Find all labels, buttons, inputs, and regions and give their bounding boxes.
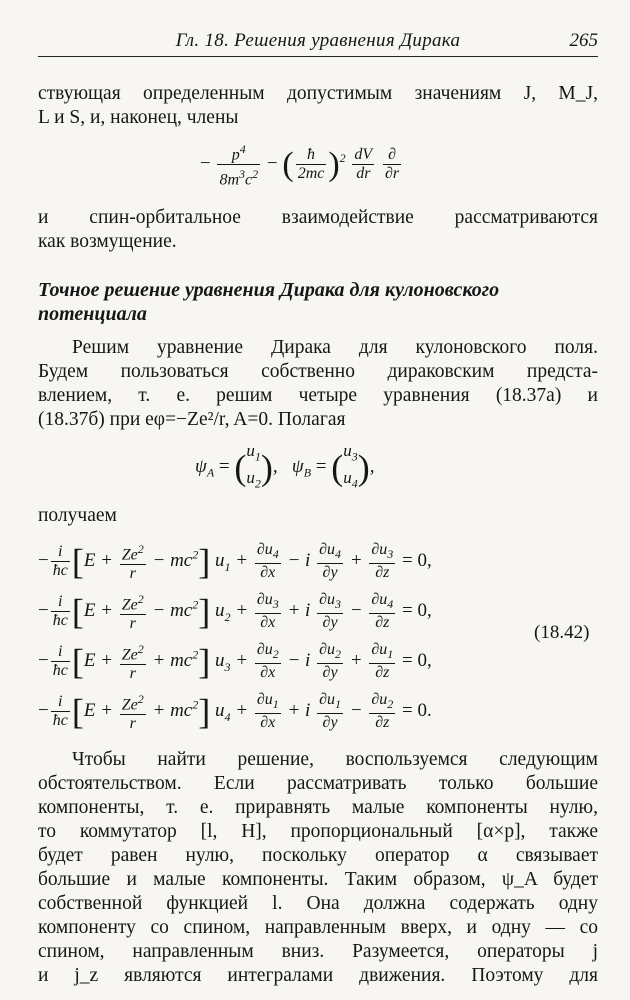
- paragraph-5: [38, 748, 598, 988]
- text-line: компоненту со спином, направленным вверх, и одну — со: [38, 917, 598, 938]
- equation-row-4: − $\frac{i}{ħc}$ [E + $\frac{Ze^2}{r}$ + $mc^2$] $u_4$ + $\frac{\partial u_1}{\partial x}$ + i $\frac{\partial u_1}{\partial y}$ − $\frac{\partial u_2}{\partial z}$ = 0.: [38, 691, 432, 733]
- text-line: Чтобы найти решение, воспользуемся следующим: [72, 749, 598, 770]
- text-line: то коммутатор [l, H], пропорциональный [α×p], также: [38, 821, 598, 842]
- text-line: получаем: [38, 505, 117, 526]
- text-line: Будем пользоваться собственно дираковским предста-: [38, 361, 598, 382]
- text-line: обстоятельством. Если рассматривать только большие: [38, 773, 598, 794]
- equation-row-1: − $\frac{i}{ħc}$ [E + $\frac{Ze^2}{r}$ − $mc^2$] $u_1$ + $\frac{\partial u_4}{\partial x}$ − i $\frac{\partial u_4}{\partial y}$ + $\frac{\partial u_3}{\partial z}$ = 0,: [38, 541, 432, 583]
- paragraph-2: [38, 206, 598, 254]
- header-title: Гл. 18. Решения уравнения Дирака: [175, 30, 461, 51]
- running-header: [38, 30, 598, 57]
- page-number: 265: [569, 30, 598, 51]
- equation-row-3: − $\frac{i}{ħc}$ [E + $\frac{Ze^2}{r}$ + $mc^2$] $u_3$ + $\frac{\partial u_2}{\partial x}$ − i $\frac{\partial u_2}{\partial y}$ + $\frac{\partial u_1}{\partial z}$ = 0,: [38, 641, 432, 683]
- equation-psi: $\psi_A = (u_1$ $u_2$), $\psi_B = (u_3$ $u_4$),: [195, 441, 375, 491]
- section-heading: [38, 278, 598, 326]
- text-line: будет равен нулю, поскольку оператор α связывает: [38, 845, 598, 866]
- text-line: (18.37б) при eφ=−Ze²/r, A=0. Полагая: [38, 409, 346, 430]
- text-line: спином, направленным вниз. Разумеется, операторы j: [38, 941, 598, 962]
- text-line: большие и малые компоненты. Таким образом, ψ_A будет: [38, 869, 598, 890]
- heading-line: Точное решение уравнения Дирака для кулоновского: [38, 279, 500, 301]
- text-line: ствующая определенным допустимым значениям J, M_J,: [38, 83, 598, 104]
- text-line: собственной функцией l. Она должна содержать одну: [38, 893, 598, 914]
- text-line: влением, т. е. решим четыре уравнения (18.37а) и: [38, 385, 598, 406]
- text-line: как возмущение.: [38, 231, 177, 252]
- paragraph-1: [38, 82, 598, 130]
- text-line: и спин-орбитальное взаимодействие рассматриваются: [38, 207, 598, 228]
- text-line: Решим уравнение Дирака для кулоновского поля.: [72, 337, 598, 358]
- heading-line: потенциала: [38, 303, 147, 325]
- equation-row-2: − $\frac{i}{ħc}$ [E + $\frac{Ze^2}{r}$ − $mc^2$] $u_2$ + $\frac{\partial u_3}{\partial x}$ + i $\frac{\partial u_3}{\partial y}$ − $\frac{\partial u_4}{\partial z}$ = 0,: [38, 591, 432, 633]
- text-line: L и S, и, наконец, члены: [38, 107, 239, 128]
- equation-perturbation: − $\frac{p^4}{8m^3c^2}$ − ( $\frac{ħ}{2mc}$ )$^2$ $\frac{dV}{dr}$ $\frac{\partial}{\partial r}$: [200, 142, 400, 189]
- text-line: и j_z являются интегралами движения. Поэтому для: [38, 965, 598, 986]
- paragraph-3: [38, 336, 598, 432]
- text-line: компоненты, т. е. приравнять малые компоненты нулю,: [38, 797, 598, 818]
- equation-number: (18.42): [534, 622, 590, 643]
- paragraph-4: [38, 504, 598, 528]
